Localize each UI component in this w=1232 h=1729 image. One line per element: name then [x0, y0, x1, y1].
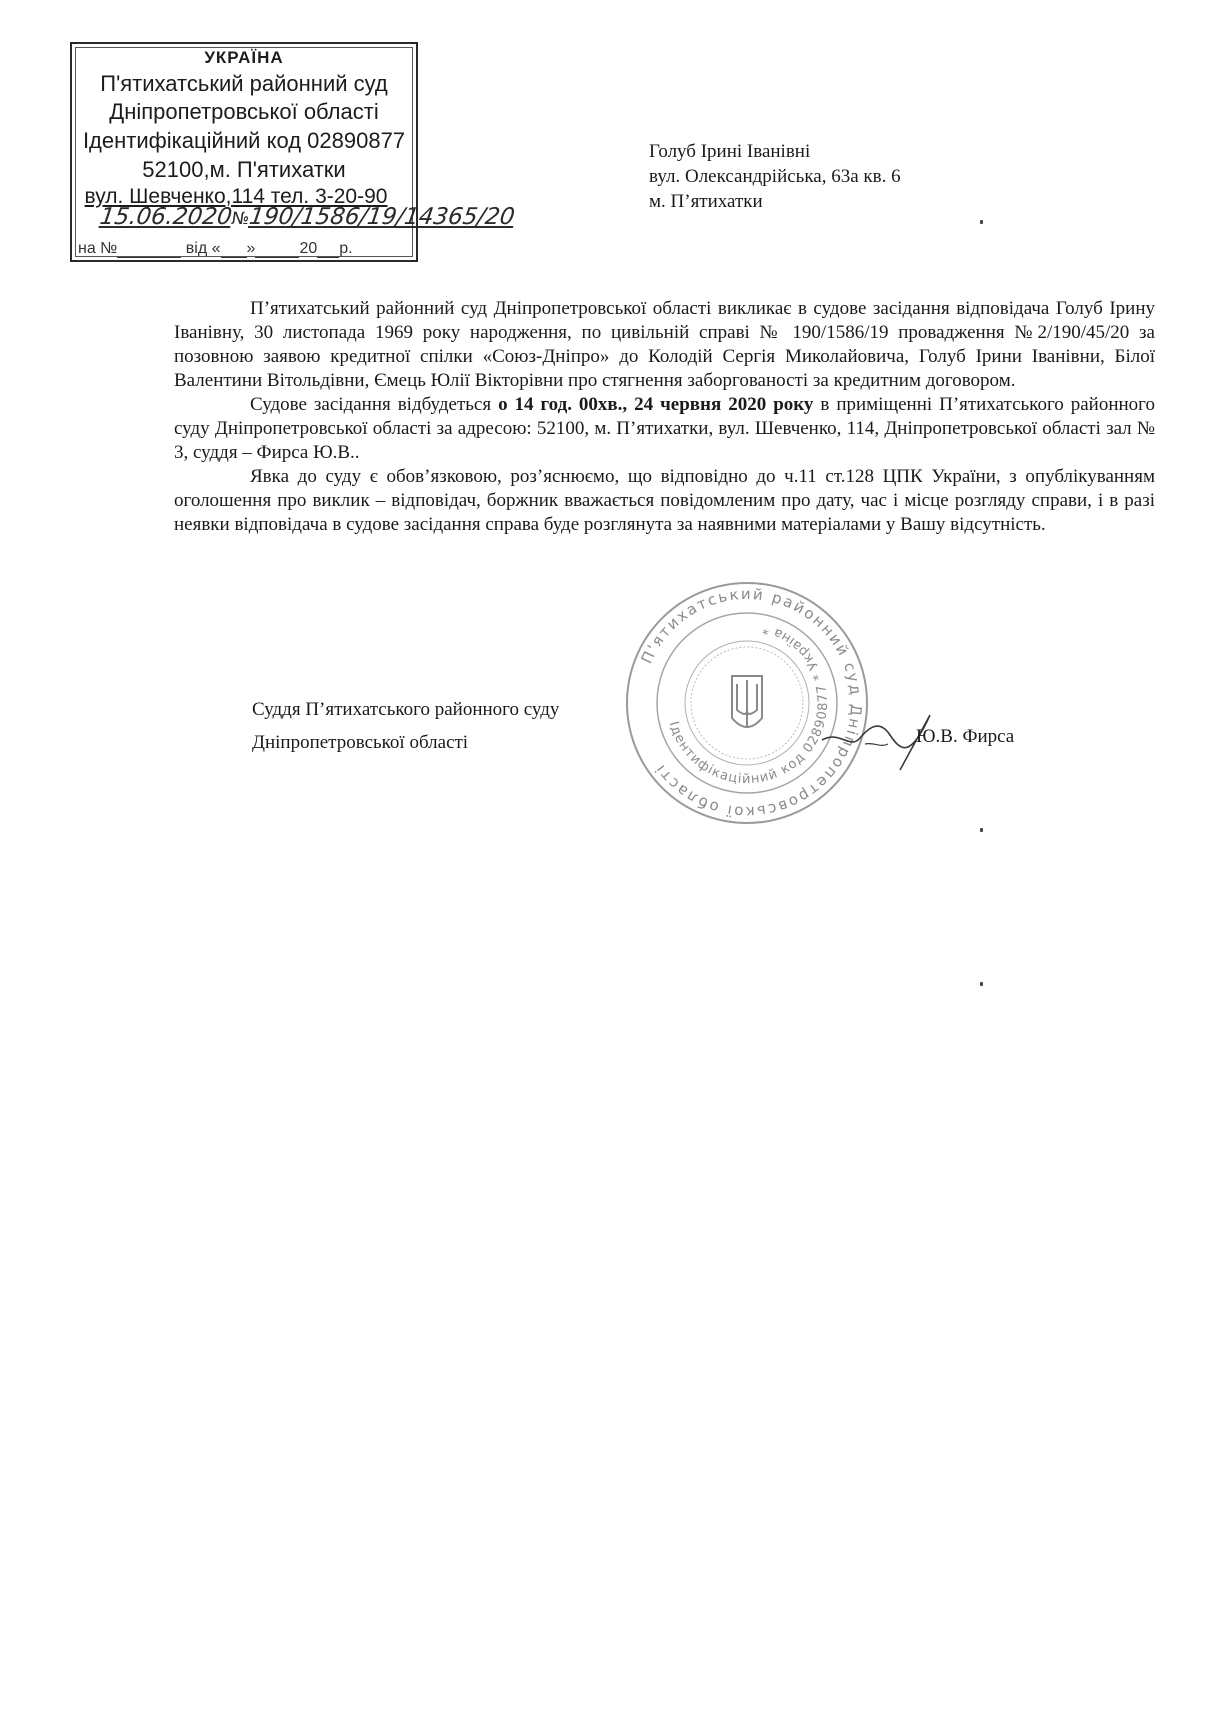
addressee-block	[649, 139, 901, 214]
stamp-city: 52100,м. П'ятихатки	[142, 157, 346, 182]
outgoing-number-handwritten	[98, 204, 516, 230]
svg-text:Ідентифікаційний код 02890877	[666, 621, 832, 787]
stamp-reference-r: р.	[339, 240, 353, 257]
judge-name: Ю.В. Фирса	[916, 726, 1015, 747]
stamp-reference-year: 20	[299, 240, 318, 257]
paragraph-hearing	[174, 393, 1155, 465]
outgoing-number: 190/1586/19/14365/20	[247, 204, 517, 230]
stamp-id-code: Ідентифікаційний код 02890877	[82, 128, 406, 153]
stamp-court-name: П'ятихатський районний суд	[100, 71, 388, 96]
stamp-region: Дніпропетровської області	[109, 99, 379, 124]
stamp-reference-quote-close: »	[246, 240, 256, 257]
stamp-reference-line	[78, 240, 414, 258]
stamp-street-text: вул. Шевченко,114 тел. 3-20-90	[84, 185, 388, 208]
scan-speck	[980, 982, 983, 986]
signature-position: Суддя П’ятихатського районного суду	[252, 699, 560, 720]
addressee-street: вул. Олександрійська, 63а кв. 6	[649, 166, 901, 187]
scan-speck	[980, 220, 983, 224]
paragraph-summons: П’ятихатський районний суд Дніпропетровської області викликає в судове засідання відповідача Голуб Ірину Іванівну, 30 листопада 1969 року народження, по цивільній справі № 190/1586/19 провадження №2/190/45/20 за позовною заявою кредитної спілки «Союз-Дніпро» до Колодій Сергія Миколайовича, Голуб Ірини Іванівни, Білої Валентини Вітольдівни, Ємець Юлії Вікторівни про стягнення заборгованості за кредитним договором.	[174, 298, 1155, 391]
seal-inner-text: Ідентифікаційний код 02890877 * Україна *	[665, 620, 832, 788]
paragraph-attendance: Явка до суду є обов’язковою, роз’яснюємо, що відповідно до ч.11 ст.128 ЦПК України, з опублікуванням оголошення про виклик – відповідач, боржник вважається повідомленим про дату, час і місце розгляду справи, і в разі неявки відповідача в судове засідання справа буде розглянута за наявними матеріалами у Вашу відсутність.	[174, 466, 1155, 535]
stamp-country: УКРАЇНА	[204, 48, 284, 67]
signature-region: Дніпропетровської області	[252, 732, 469, 753]
hearing-text-start: Судове засідання відбудеться	[250, 394, 499, 415]
addressee-city: м. П’ятихатки	[649, 191, 763, 212]
outgoing-date: 15.06.2020	[98, 204, 234, 230]
hearing-datetime: о 14 год. 00хв., 24 червня 2020 року	[498, 394, 814, 415]
scan-speck	[980, 828, 983, 832]
letter-body	[174, 297, 1155, 537]
addressee-name: Голуб Ірині Іванівні	[649, 141, 811, 162]
stamp-reference-na: на №	[78, 240, 118, 257]
trident-emblem	[732, 676, 762, 727]
hearing-text-end: в приміщенні П’ятихатського районного суду Дніпропетровської області за адресою: 52100, м. П’ятихатки, вул. Шевченко, 114, Дніпропетровської області зал № 3, суддя – Фирса Ю.В..	[174, 394, 1155, 463]
signature-block	[252, 693, 559, 759]
outgoing-sign: №	[230, 209, 251, 229]
seal-outer-text: П'ятихатський районний суд Дніпропетровської області	[637, 584, 866, 822]
stamp-reference-vid: від «	[185, 240, 221, 257]
